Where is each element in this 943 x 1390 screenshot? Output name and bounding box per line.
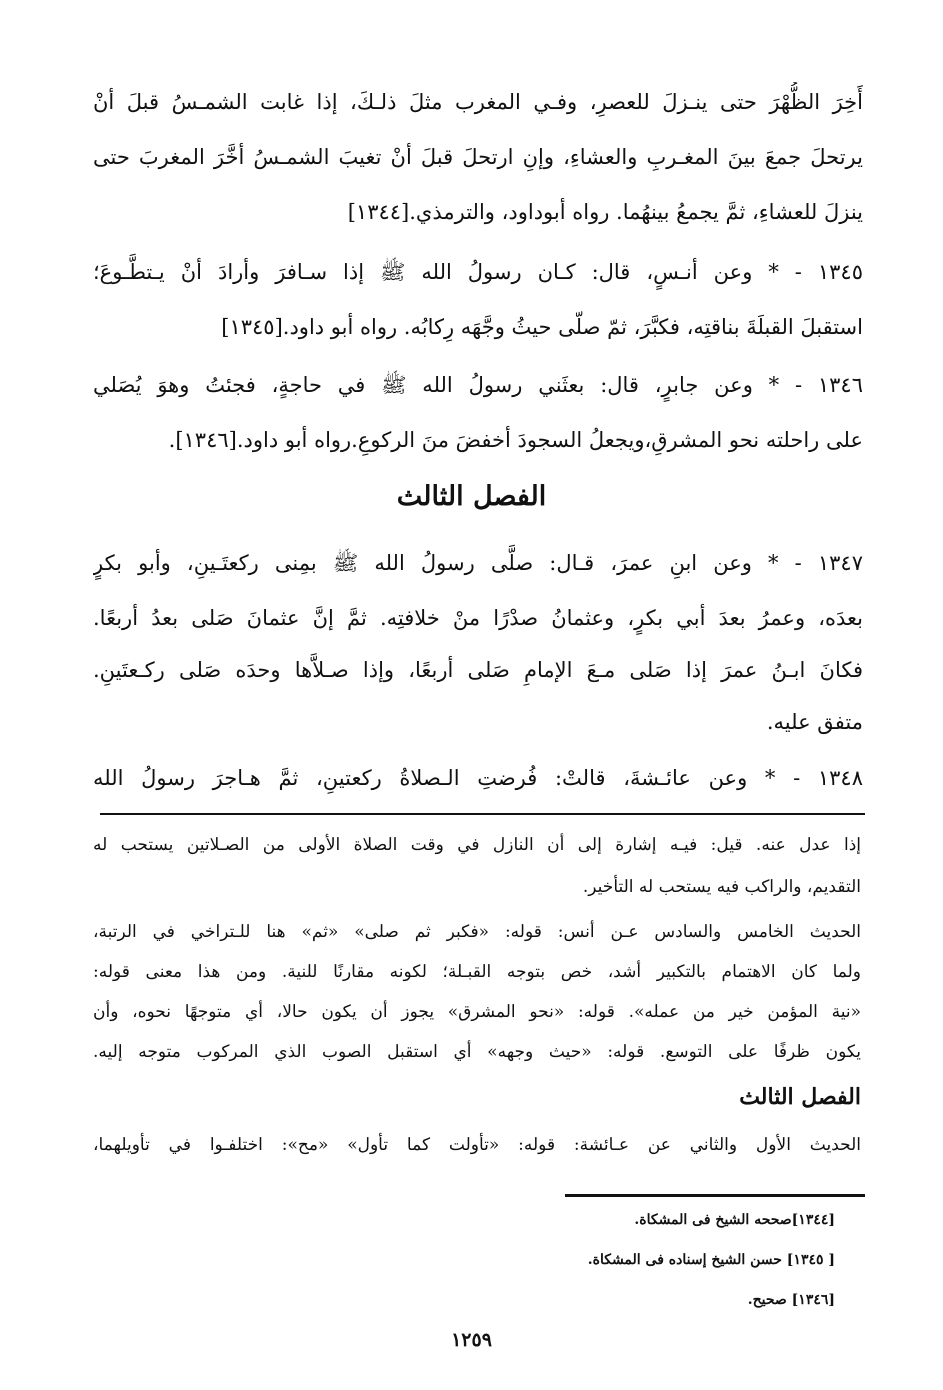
separator-line	[100, 813, 865, 815]
hadith-1348-line: ١٣٤٨ - * وعن عائـشةَ، قالتْ: فُرضتِ الـصلاةُ ركعتينِ، ثمَّ هـاجرَ رسولُ الله	[93, 766, 863, 790]
commentary-line: يكون ظرفًا على التوسع. قوله: «حيث وجهه» أي استقبل الصوب الذي المركوب متوجه إليه.	[93, 1042, 861, 1062]
footnote-1345: [ ١٣٤٥] حسن الشيخ إسناده فى المشكاة.	[587, 1252, 835, 1268]
main-line: يرتحلَ جمعَ بينَ المغـربِ والعشاءِ، وإنِ ارتحلَ قبلَ أنْ تغيبَ الشمـسُ أخَّرَ المغربَ حتى	[93, 145, 863, 169]
commentary-line: إذا عدل عنه. قيل: فيـه إشارة إلى أن النازل في وقت الصلاة الأولى من الصـلاتين يستحب له	[93, 835, 861, 855]
footnote-1344: [١٣٤٤]صححه الشيخ فى المشكاة.	[634, 1212, 835, 1228]
commentary-heading: الفصل الثالث	[739, 1084, 861, 1110]
section-heading: الفصل الثالث	[396, 481, 547, 512]
footnote-separator	[565, 1194, 865, 1197]
hadith-1346-line: على راحلته نحو المشرقِ،ويجعلُ السجودَ أخفضَ منَ الركوعِ.رواه أبو داود.[١٣٤٦].	[168, 428, 863, 452]
hadith-1347-line: ١٣٤٧ - * وعن ابنِ عمرَ، قـال: صلَّى رسولُ الله ﷺ بمِنى ركعتَـينِ، وأبو بكرٍ	[93, 551, 863, 575]
commentary-line: الحديث الأول والثاني عن عـائشة: قوله: «تأولت كما تأول» «مح»: اختلفـوا في تأويلهما،	[93, 1135, 861, 1155]
footnote-1346: [١٣٤٦] صحيح.	[747, 1292, 835, 1308]
hadith-1345-line: ١٣٤٥ - * وعن أنـسٍ، قال: كـان رسولُ الله ﷺ إذا سـافرَ وأرادَ أنْ يـتطَّـوعَ؛	[93, 260, 863, 284]
commentary-line: ولما كان الاهتمام بالتكبير أشد، خص بتوجه القبـلة؛ لكونه مقارنًا للنية. ومن هذا معنى قوله:	[93, 962, 861, 982]
main-line: أَخِرَ الظُّهْرَ حتى ينـزلَ للعصرِ، وفـي المغرب مثلَ ذلـكَ، إذا غابت الشمـسُ قبلَ أنْ	[93, 90, 863, 114]
hadith-1346-line: ١٣٤٦ - * وعن جابرٍ، قال: بعثَني رسولُ الله ﷺ في حاجةٍ، فجئتُ وهوَ يُصَلي	[93, 373, 863, 397]
hadith-1347-line: بعدَه، وعمرُ بعدَ أبي بكرٍ، وعثمانُ صدْرًا منْ خلافتِه. ثمَّ إنَّ عثمانَ صَلى بعدُ أربعًا.	[93, 606, 863, 630]
main-line: ينزلَ للعشاءِ، ثمَّ يجمعُ بينهُما. رواه أبوداود، والترمذي.[١٣٤٤]	[347, 200, 863, 224]
hadith-1345-line: استقبلَ القبلَةَ بناقتِه، فكبَّرَ، ثمّ صلّى حيثُ وجَّهَه رِكابُه. رواه أبو داود.[١٣٤٥]	[221, 315, 863, 339]
commentary-line: التقديم، والراكب فيه يستحب له التأخير.	[582, 877, 861, 897]
page-number: ١٢٥٩	[451, 1329, 492, 1351]
commentary-line: الحديث الخامس والسادس عـن أنس: قوله: «فكبر ثم صلى» «ثم» هنا للـتراخي في الرتبة،	[93, 922, 861, 942]
hadith-1347-line: متفق عليه.	[766, 710, 863, 734]
hadith-1347-line: فكانَ ابـنُ عمرَ إذا صَلى مـعَ الإمامِ صَلى أربعًا، وإذا صـلاَّها وحدَه صَلى ركـعتَينِ.	[93, 658, 863, 682]
commentary-line: «نية المؤمن خير من عمله». قوله: «نحو المشرق» يجوز أن يكون حالا، أي متوجهًا نحوه، وأن	[93, 1002, 861, 1022]
